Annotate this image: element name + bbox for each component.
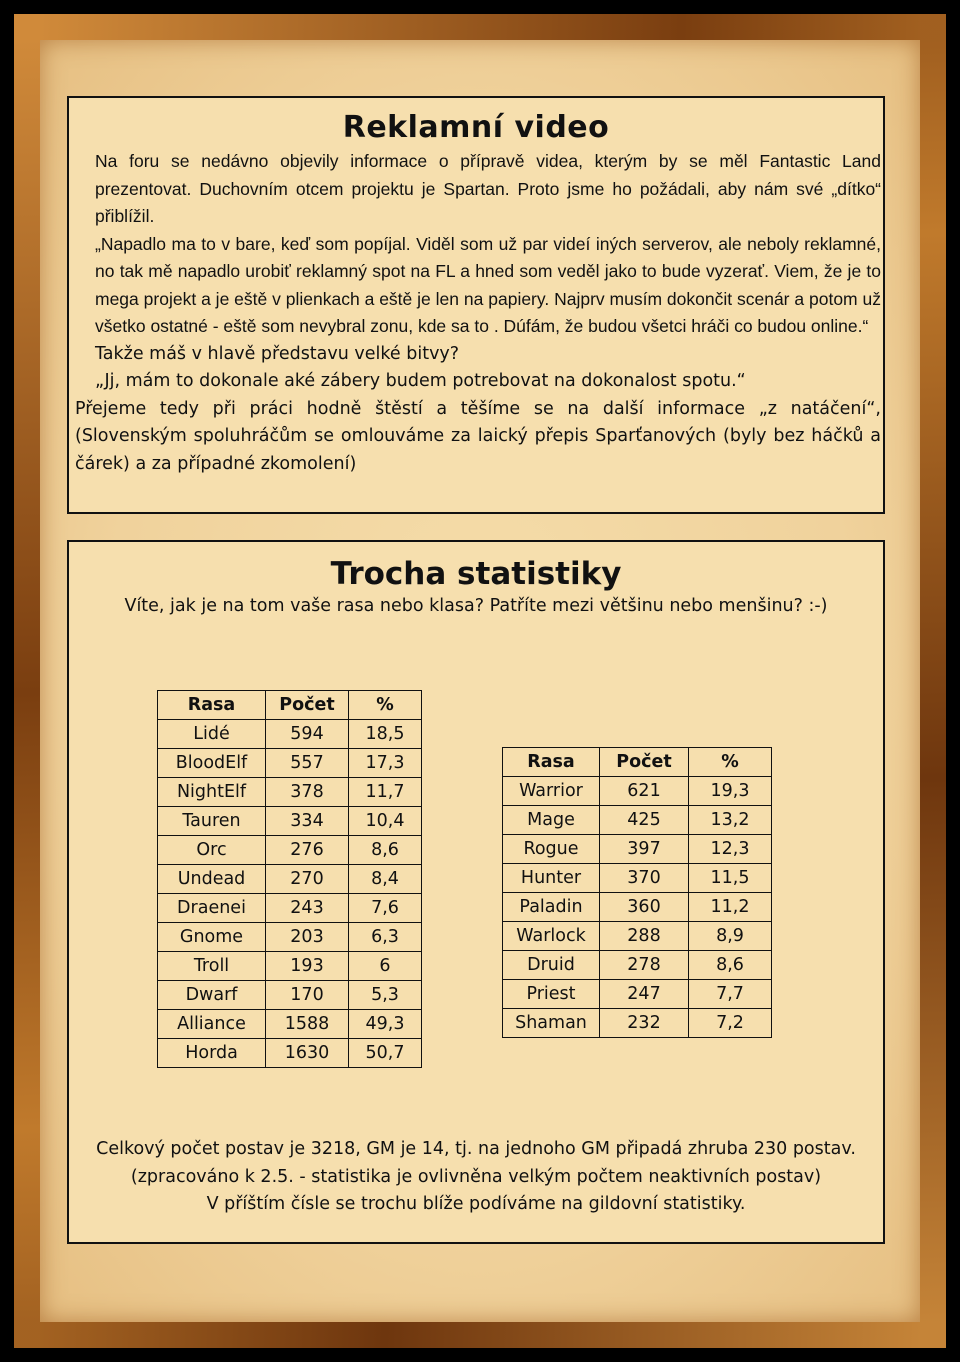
cell-percent: 49,3: [349, 1010, 422, 1039]
class-table: [502, 747, 772, 1038]
article-box: [67, 96, 885, 514]
cell-count: 397: [600, 835, 689, 864]
cell-name: Orc: [158, 836, 266, 865]
cell-percent: 7,2: [689, 1009, 772, 1038]
table-row: [158, 778, 422, 807]
cell-count: 378: [266, 778, 349, 807]
cell-percent: 6: [349, 952, 422, 981]
cell-percent: 6,3: [349, 923, 422, 952]
cell-percent: 18,5: [349, 720, 422, 749]
cell-percent: 8,9: [689, 922, 772, 951]
table-row: [158, 1039, 422, 1068]
table-row: [158, 894, 422, 923]
article-body: [75, 148, 881, 478]
stats-title: Trocha statistiky: [330, 556, 622, 592]
cell-count: 278: [600, 951, 689, 980]
cell-name: NightElf: [158, 778, 266, 807]
table-row: [158, 923, 422, 952]
stats-footer: [69, 1136, 883, 1219]
cell-count: 557: [266, 749, 349, 778]
cell-count: 334: [266, 807, 349, 836]
cell-name: Undead: [158, 865, 266, 894]
cell-percent: 11,5: [689, 864, 772, 893]
table-row: [503, 864, 772, 893]
table-row: [503, 922, 772, 951]
cell-percent: 8,6: [689, 951, 772, 980]
cell-count: 243: [266, 894, 349, 923]
cell-percent: 5,3: [349, 981, 422, 1010]
cell-count: 270: [266, 865, 349, 894]
table-row: [158, 865, 422, 894]
table-header-row: [503, 748, 772, 777]
cell-name: Troll: [158, 952, 266, 981]
cell-count: 1588: [266, 1010, 349, 1039]
cell-percent: 13,2: [689, 806, 772, 835]
cell-name: Gnome: [158, 923, 266, 952]
cell-percent: 7,7: [689, 980, 772, 1009]
column-header: %: [349, 691, 422, 720]
race-table: [157, 690, 422, 1068]
cell-count: 360: [600, 893, 689, 922]
table-row: [158, 981, 422, 1010]
article-answer: „Jj, mám to dokonale aké zábery budem potrebovat na dokonalost spotu.“: [95, 371, 746, 391]
cell-name: Tauren: [158, 807, 266, 836]
cell-name: Rogue: [503, 835, 600, 864]
cell-count: 203: [266, 923, 349, 952]
stats-box: [67, 540, 885, 1244]
table-row: [503, 835, 772, 864]
cell-name: Priest: [503, 980, 600, 1009]
column-header: Rasa: [503, 748, 600, 777]
cell-count: 170: [266, 981, 349, 1010]
table-row: [158, 952, 422, 981]
cell-percent: 19,3: [689, 777, 772, 806]
cell-count: 276: [266, 836, 349, 865]
cell-count: 594: [266, 720, 349, 749]
column-header: Počet: [266, 691, 349, 720]
table-row: [503, 1009, 772, 1038]
cell-count: 247: [600, 980, 689, 1009]
table-row: [503, 806, 772, 835]
article-question: Takže máš v hlavě představu velké bitvy?: [95, 343, 460, 364]
article-quote: „Napadlo ma to v bare, keď som popíjal. Viděl som už par videí iných serverov, ale neboly reklamné, no tak mě napadlo urobiť reklamný spot na FL a hned som veděl jako to bude vyzerať. Viem, že je to mega projekt a je eště v plienkach a eště je len na papiery. Najprv musím dokončit scenár a potom už všetko ostatné - eště som nevybral zonu, kde sa to . Dúfám, že budou všetci hráči co budou online.“: [95, 233, 881, 336]
cell-name: Draenei: [158, 894, 266, 923]
cell-percent: 50,7: [349, 1039, 422, 1068]
cell-count: 1630: [266, 1039, 349, 1068]
table-row: [503, 777, 772, 806]
article-paragraph: Na foru se nedávno objevily informace o přípravě videa, kterým by se měl Fantastic Land prezentovat. Duchovním otcem projektu je Spartan. Proto jsme ho požádali, aby nám své „dítko“ přiblížil.: [95, 151, 881, 226]
table-row: [503, 893, 772, 922]
article-title: Reklamní video: [342, 110, 610, 145]
footer-line: V příštím čísle se trochu blíže podíváme na gildovní statistiky.: [206, 1194, 746, 1214]
column-header: Počet: [600, 748, 689, 777]
cell-name: Dwarf: [158, 981, 266, 1010]
cell-percent: 11,7: [349, 778, 422, 807]
cell-name: Lidé: [158, 720, 266, 749]
cell-name: Horda: [158, 1039, 266, 1068]
cell-count: 232: [600, 1009, 689, 1038]
cell-name: Hunter: [503, 864, 600, 893]
cell-percent: 12,3: [689, 835, 772, 864]
cell-name: Paladin: [503, 893, 600, 922]
cell-count: 621: [600, 777, 689, 806]
article-closing: Přejeme tedy při práci hodně štěstí a těšíme se na další informace „z natáčení“, (Slovenským spoluhráčům se omlouváme za laický přepis Sparťanových (byly bez háčků a čárek) a za případné zkomolení): [75, 398, 881, 474]
table-row: [158, 720, 422, 749]
cell-name: Druid: [503, 951, 600, 980]
cell-name: Warlock: [503, 922, 600, 951]
table-row: [503, 980, 772, 1009]
table-row: [503, 951, 772, 980]
cell-name: Warrior: [503, 777, 600, 806]
cell-count: 425: [600, 806, 689, 835]
cell-percent: 8,4: [349, 865, 422, 894]
cell-percent: 7,6: [349, 894, 422, 923]
cell-percent: 11,2: [689, 893, 772, 922]
table-row: [158, 1010, 422, 1039]
table-row: [158, 836, 422, 865]
cell-name: Shaman: [503, 1009, 600, 1038]
column-header: %: [689, 748, 772, 777]
stats-intro: Víte, jak je na tom vaše rasa nebo klasa? Patříte mezi většinu nebo menšinu? :-): [124, 596, 828, 616]
cell-percent: 17,3: [349, 749, 422, 778]
footer-line: (zpracováno k 2.5. - statistika je ovlivněna velkým počtem neaktivních postav): [130, 1166, 822, 1187]
cell-name: Mage: [503, 806, 600, 835]
cell-count: 193: [266, 952, 349, 981]
cell-count: 370: [600, 864, 689, 893]
table-row: [158, 749, 422, 778]
cell-count: 288: [600, 922, 689, 951]
table-row: [158, 807, 422, 836]
cell-percent: 8,6: [349, 836, 422, 865]
cell-name: Alliance: [158, 1010, 266, 1039]
column-header: Rasa: [158, 691, 266, 720]
table-header-row: [158, 691, 422, 720]
cell-percent: 10,4: [349, 807, 422, 836]
footer-line: Celkový počet postav je 3218, GM je 14, tj. na jednoho GM připadá zhruba 230 postav.: [96, 1139, 856, 1159]
cell-name: BloodElf: [158, 749, 266, 778]
